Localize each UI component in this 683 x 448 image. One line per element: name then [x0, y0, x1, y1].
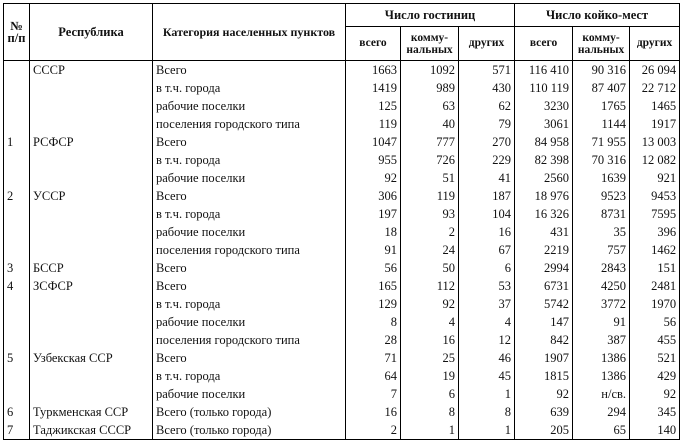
- row-number: [4, 241, 30, 259]
- hotels-communal-cell: 51: [401, 169, 459, 187]
- beds-total-cell: 431: [515, 223, 573, 241]
- hotels-total-cell: 1047: [346, 133, 401, 151]
- hotels-other-cell: 46: [459, 349, 515, 367]
- header-communal-line1: комму-: [410, 31, 449, 44]
- beds-communal-cell: 1386: [573, 367, 630, 385]
- header-republic: Республика: [30, 4, 153, 61]
- row-number: [4, 205, 30, 223]
- header-hotels-group: Число гостиниц: [346, 4, 515, 27]
- hotels-total-cell: 1663: [346, 61, 401, 80]
- category-cell: Всего: [153, 61, 346, 80]
- beds-communal-cell: 65: [573, 421, 630, 440]
- republic-cell: [30, 79, 153, 97]
- row-number: [4, 169, 30, 187]
- hotels-communal-cell: 25: [401, 349, 459, 367]
- beds-other-cell: 921: [630, 169, 680, 187]
- category-cell: в т.ч. города: [153, 79, 346, 97]
- beds-communal-cell: 87 407: [573, 79, 630, 97]
- hotels-communal-cell: 6: [401, 385, 459, 403]
- republic-cell: [30, 115, 153, 133]
- table-row: [4, 61, 680, 80]
- row-number: [4, 313, 30, 331]
- republic-cell: УССР: [30, 187, 153, 205]
- beds-other-cell: 13 003: [630, 133, 680, 151]
- header-category: Категория населенных пунктов: [153, 4, 346, 61]
- row-number: [4, 115, 30, 133]
- beds-communal-cell: 71 955: [573, 133, 630, 151]
- hotels-other-cell: 4: [459, 313, 515, 331]
- hotels-communal-cell: 19: [401, 367, 459, 385]
- hotels-total-cell: 119: [346, 115, 401, 133]
- republic-cell: [30, 313, 153, 331]
- beds-communal-cell: 35: [573, 223, 630, 241]
- table-row: [4, 187, 680, 205]
- hotels-other-cell: 8: [459, 403, 515, 421]
- row-number: 2: [4, 187, 30, 205]
- republic-cell: Узбекская ССР: [30, 349, 153, 367]
- beds-communal-cell: 387: [573, 331, 630, 349]
- category-cell: Всего: [153, 187, 346, 205]
- republic-cell: [30, 295, 153, 313]
- category-cell: в т.ч. города: [153, 151, 346, 169]
- category-cell: Всего (только города): [153, 421, 346, 440]
- header-beds-group: Число койко-мест: [515, 4, 680, 27]
- hotels-total-cell: 1419: [346, 79, 401, 97]
- hotels-total-cell: 18: [346, 223, 401, 241]
- hotels-total-cell: 71: [346, 349, 401, 367]
- table-row: [4, 259, 680, 277]
- beds-communal-cell: 294: [573, 403, 630, 421]
- hotels-communal-cell: 777: [401, 133, 459, 151]
- hotels-communal-cell: 24: [401, 241, 459, 259]
- republic-cell: [30, 241, 153, 259]
- category-cell: рабочие поселки: [153, 223, 346, 241]
- hotels-communal-cell: 93: [401, 205, 459, 223]
- hotels-other-cell: 104: [459, 205, 515, 223]
- row-number: [4, 331, 30, 349]
- beds-total-cell: 16 326: [515, 205, 573, 223]
- hotels-other-cell: 79: [459, 115, 515, 133]
- header-number-line2: п/п: [7, 31, 26, 45]
- table-row: [4, 331, 680, 349]
- hotels-other-cell: 67: [459, 241, 515, 259]
- row-number: [4, 97, 30, 115]
- republic-cell: [30, 169, 153, 187]
- category-cell: рабочие поселки: [153, 97, 346, 115]
- hotels-other-cell: 45: [459, 367, 515, 385]
- table-row: [4, 421, 680, 440]
- republic-cell: РСФСР: [30, 133, 153, 151]
- beds-total-cell: 147: [515, 313, 573, 331]
- republic-cell: [30, 331, 153, 349]
- beds-total-cell: 3230: [515, 97, 573, 115]
- hotels-communal-cell: 989: [401, 79, 459, 97]
- table-row: [4, 277, 680, 295]
- header-hotels-total: всего: [346, 27, 401, 61]
- row-number: 6: [4, 403, 30, 421]
- category-cell: поселения городского типа: [153, 115, 346, 133]
- hotels-other-cell: 270: [459, 133, 515, 151]
- table-row: [4, 205, 680, 223]
- beds-communal-cell: 8731: [573, 205, 630, 223]
- republic-cell: Таджикская СССР: [30, 421, 153, 440]
- table-row: [4, 241, 680, 259]
- category-cell: поселения городского типа: [153, 241, 346, 259]
- beds-communal-cell: 91: [573, 313, 630, 331]
- header-communal-line2: нальных: [577, 43, 625, 56]
- republic-cell: ЗСФСР: [30, 277, 153, 295]
- hotels-total-cell: 125: [346, 97, 401, 115]
- row-number: [4, 223, 30, 241]
- beds-other-cell: 26 094: [630, 61, 680, 80]
- hotels-communal-cell: 1092: [401, 61, 459, 80]
- table-header: [4, 4, 680, 61]
- table-row: [4, 223, 680, 241]
- header-communal-line2: нальных: [406, 43, 453, 56]
- hotels-communal-cell: 112: [401, 277, 459, 295]
- beds-other-cell: 1917: [630, 115, 680, 133]
- beds-total-cell: 82 398: [515, 151, 573, 169]
- hotels-total-cell: 91: [346, 241, 401, 259]
- header-beds-other: других: [630, 27, 680, 61]
- beds-total-cell: 639: [515, 403, 573, 421]
- hotels-other-cell: 16: [459, 223, 515, 241]
- table-row: [4, 97, 680, 115]
- beds-communal-cell: 757: [573, 241, 630, 259]
- row-number: [4, 151, 30, 169]
- hotels-total-cell: 16: [346, 403, 401, 421]
- beds-other-cell: 1970: [630, 295, 680, 313]
- beds-other-cell: 521: [630, 349, 680, 367]
- header-beds-communal: [573, 27, 630, 61]
- hotels-total-cell: 129: [346, 295, 401, 313]
- category-cell: Всего: [153, 133, 346, 151]
- table-row: [4, 79, 680, 97]
- category-cell: рабочие поселки: [153, 169, 346, 187]
- beds-other-cell: 12 082: [630, 151, 680, 169]
- hotels-communal-cell: 92: [401, 295, 459, 313]
- hotels-total-cell: 56: [346, 259, 401, 277]
- hotels-communal-cell: 16: [401, 331, 459, 349]
- row-number: 4: [4, 277, 30, 295]
- hotels-other-cell: 6: [459, 259, 515, 277]
- beds-total-cell: 3061: [515, 115, 573, 133]
- category-cell: рабочие поселки: [153, 385, 346, 403]
- beds-other-cell: 151: [630, 259, 680, 277]
- beds-total-cell: 6731: [515, 277, 573, 295]
- category-cell: в т.ч. города: [153, 295, 346, 313]
- beds-other-cell: 140: [630, 421, 680, 440]
- hotels-other-cell: 1: [459, 385, 515, 403]
- row-number: 7: [4, 421, 30, 440]
- beds-total-cell: 1907: [515, 349, 573, 367]
- hotels-communal-cell: 726: [401, 151, 459, 169]
- beds-communal-cell: 3772: [573, 295, 630, 313]
- hotels-communal-cell: 4: [401, 313, 459, 331]
- hotels-total-cell: 197: [346, 205, 401, 223]
- beds-communal-cell: 90 316: [573, 61, 630, 80]
- header-number: [4, 4, 30, 61]
- beds-other-cell: 345: [630, 403, 680, 421]
- hotels-total-cell: 28: [346, 331, 401, 349]
- beds-total-cell: 5742: [515, 295, 573, 313]
- row-number: [4, 61, 30, 80]
- beds-total-cell: 92: [515, 385, 573, 403]
- category-cell: Всего: [153, 277, 346, 295]
- beds-communal-cell: 1386: [573, 349, 630, 367]
- row-number: [4, 385, 30, 403]
- beds-other-cell: 56: [630, 313, 680, 331]
- table-row: [4, 403, 680, 421]
- table-row: [4, 367, 680, 385]
- beds-communal-cell: 4250: [573, 277, 630, 295]
- row-number: 5: [4, 349, 30, 367]
- beds-total-cell: 205: [515, 421, 573, 440]
- beds-other-cell: 455: [630, 331, 680, 349]
- category-cell: в т.ч. города: [153, 205, 346, 223]
- beds-other-cell: 1465: [630, 97, 680, 115]
- beds-other-cell: 7595: [630, 205, 680, 223]
- hotels-other-cell: 430: [459, 79, 515, 97]
- hotels-communal-cell: 1: [401, 421, 459, 440]
- beds-communal-cell: 1639: [573, 169, 630, 187]
- row-number: [4, 79, 30, 97]
- republic-cell: Туркменская ССР: [30, 403, 153, 421]
- hotels-communal-cell: 8: [401, 403, 459, 421]
- beds-total-cell: 110 119: [515, 79, 573, 97]
- header-number-line1: №: [10, 19, 23, 33]
- category-cell: Всего: [153, 259, 346, 277]
- hotels-total-cell: 7: [346, 385, 401, 403]
- category-cell: в т.ч. города: [153, 367, 346, 385]
- beds-other-cell: 22 712: [630, 79, 680, 97]
- beds-communal-cell: 2843: [573, 259, 630, 277]
- beds-other-cell: 1462: [630, 241, 680, 259]
- beds-other-cell: 396: [630, 223, 680, 241]
- row-number: 3: [4, 259, 30, 277]
- beds-other-cell: 92: [630, 385, 680, 403]
- republic-cell: [30, 205, 153, 223]
- header-communal-line1: комму-: [582, 31, 620, 44]
- beds-communal-cell: 9523: [573, 187, 630, 205]
- header-hotels-other: других: [459, 27, 515, 61]
- beds-total-cell: 116 410: [515, 61, 573, 80]
- beds-communal-cell: н/св.: [573, 385, 630, 403]
- hotels-total-cell: 306: [346, 187, 401, 205]
- republic-cell: [30, 385, 153, 403]
- republic-cell: БССР: [30, 259, 153, 277]
- table-row: [4, 385, 680, 403]
- hotels-other-cell: 12: [459, 331, 515, 349]
- republic-cell: [30, 367, 153, 385]
- hotels-communal-cell: 2: [401, 223, 459, 241]
- hotels-communal-cell: 40: [401, 115, 459, 133]
- beds-total-cell: 18 976: [515, 187, 573, 205]
- table-row: [4, 133, 680, 151]
- hotels-other-cell: 1: [459, 421, 515, 440]
- table-row: [4, 169, 680, 187]
- beds-communal-cell: 1765: [573, 97, 630, 115]
- hotels-total-cell: 64: [346, 367, 401, 385]
- hotels-other-cell: 187: [459, 187, 515, 205]
- republic-cell: [30, 223, 153, 241]
- beds-total-cell: 2560: [515, 169, 573, 187]
- beds-total-cell: 842: [515, 331, 573, 349]
- beds-total-cell: 2994: [515, 259, 573, 277]
- hotels-other-cell: 37: [459, 295, 515, 313]
- table-body: [4, 61, 680, 440]
- beds-total-cell: 1815: [515, 367, 573, 385]
- hotels-total-cell: 8: [346, 313, 401, 331]
- row-number: [4, 367, 30, 385]
- category-cell: Всего: [153, 349, 346, 367]
- row-number: [4, 295, 30, 313]
- row-number: 1: [4, 133, 30, 151]
- table-row: [4, 313, 680, 331]
- beds-total-cell: 2219: [515, 241, 573, 259]
- beds-total-cell: 84 958: [515, 133, 573, 151]
- hotels-total-cell: 92: [346, 169, 401, 187]
- hotels-other-cell: 62: [459, 97, 515, 115]
- hotels-communal-cell: 63: [401, 97, 459, 115]
- header-beds-total: всего: [515, 27, 573, 61]
- hotels-total-cell: 165: [346, 277, 401, 295]
- hotels-other-cell: 41: [459, 169, 515, 187]
- republic-cell: СССР: [30, 61, 153, 80]
- table-row: [4, 295, 680, 313]
- republic-cell: [30, 151, 153, 169]
- category-cell: поселения городского типа: [153, 331, 346, 349]
- beds-other-cell: 9453: [630, 187, 680, 205]
- beds-other-cell: 429: [630, 367, 680, 385]
- table-row: [4, 151, 680, 169]
- category-cell: Всего (только города): [153, 403, 346, 421]
- republic-cell: [30, 97, 153, 115]
- beds-communal-cell: 70 316: [573, 151, 630, 169]
- table-row: [4, 115, 680, 133]
- hotels-table: [3, 3, 680, 440]
- hotels-total-cell: 2: [346, 421, 401, 440]
- table-row: [4, 349, 680, 367]
- hotels-communal-cell: 119: [401, 187, 459, 205]
- category-cell: рабочие поселки: [153, 313, 346, 331]
- header-hotels-communal: [401, 27, 459, 61]
- beds-other-cell: 2481: [630, 277, 680, 295]
- hotels-total-cell: 955: [346, 151, 401, 169]
- hotels-other-cell: 53: [459, 277, 515, 295]
- hotels-other-cell: 229: [459, 151, 515, 169]
- beds-communal-cell: 1144: [573, 115, 630, 133]
- hotels-other-cell: 571: [459, 61, 515, 80]
- hotels-communal-cell: 50: [401, 259, 459, 277]
